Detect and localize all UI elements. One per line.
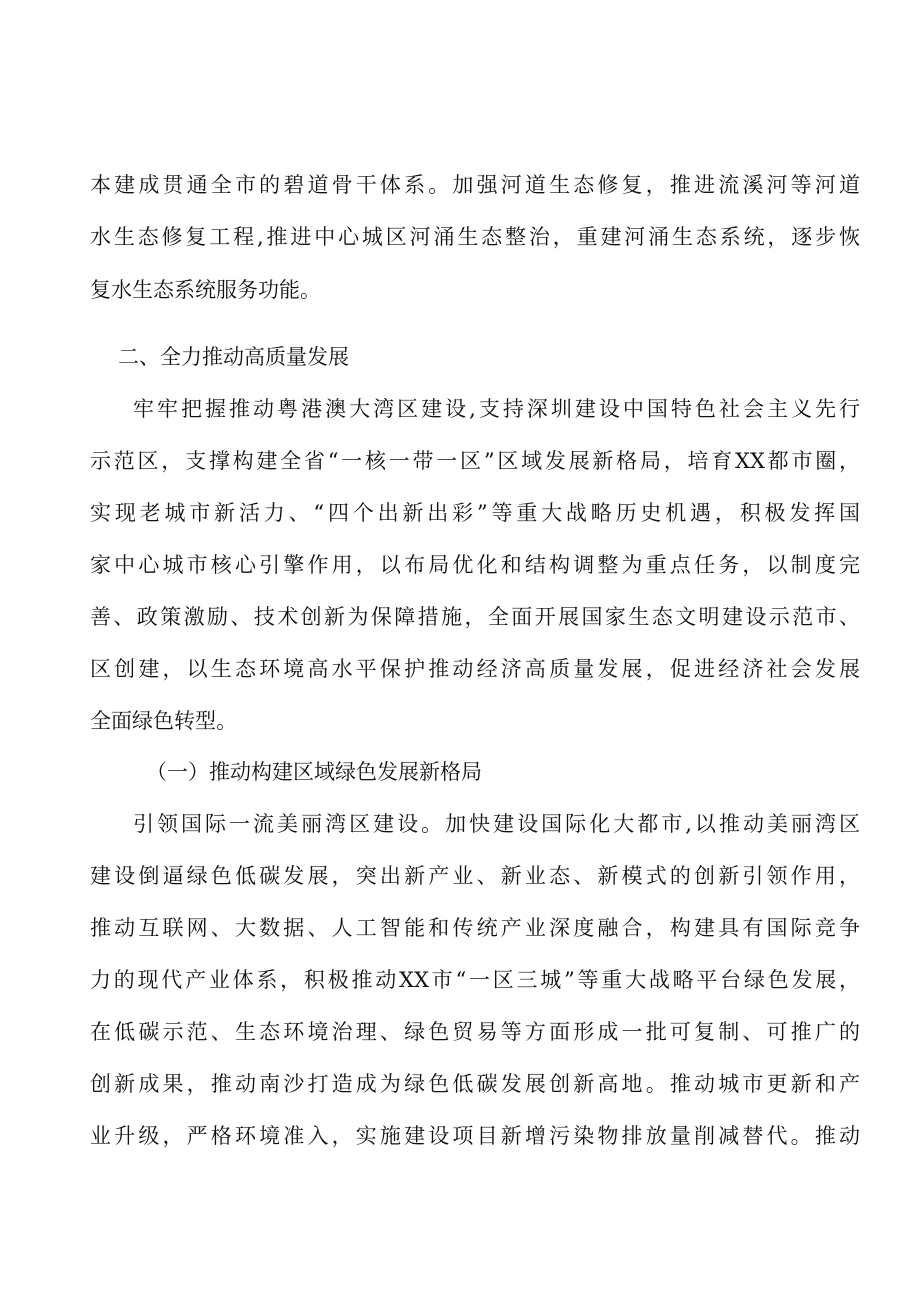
- paragraph-line: 在低碳示范、生态环境治理、绿色贸易等方面形成一批可复制、可推广的: [90, 1020, 860, 1044]
- paragraph-line: 复水生态系统服务功能。: [90, 278, 321, 302]
- paragraph-line: 水生态修复工程,推进中心城区河涌生态整治，重建河涌生态系统，逐步恢: [90, 225, 860, 249]
- paragraph-line: 区创建，以生态环境高水平保护推动经济高质量发展，促进经济社会发展: [90, 657, 860, 681]
- paragraph-line: 善、政策激励、技术创新为保障措施，全面开展国家生态文明建设示范市、: [90, 605, 860, 629]
- paragraph-line: 全面绿色转型。: [90, 709, 237, 733]
- section-heading: 二、全力推动高质量发展: [118, 345, 349, 369]
- paragraph-line: 本建成贯通全市的碧道骨干体系。加强河道生态修复，推进流溪河等河道: [90, 173, 860, 197]
- paragraph-line: 引领国际一流美丽湾区建设。加快建设国际化大都市,以推动美丽湾区: [133, 812, 860, 836]
- subsection-heading: （一）推动构建区域绿色发展新格局: [146, 760, 482, 784]
- paragraph-line: 建设倒逼绿色低碳发展，突出新产业、新业态、新模式的创新引领作用，: [90, 864, 860, 888]
- paragraph-line: 推动互联网、大数据、人工智能和传统产业深度融合，构建具有国际竞争: [90, 916, 860, 940]
- paragraph-line: 力的现代产业体系，积极推动XX市“一区三城”等重大战略平台绿色发展，: [90, 968, 860, 992]
- paragraph-line: 家中心城市核心引擎作用，以布局优化和结构调整为重点任务，以制度完: [90, 553, 860, 577]
- paragraph-line: 实现老城市新活力、“四个出新出彩”等重大战略历史机遇，积极发挥国: [90, 501, 860, 525]
- paragraph-line: 示范区，支撑构建全省“一核一带一区”区域发展新格局，培育XX都市圈，: [90, 449, 860, 473]
- paragraph-line: 牢牢把握推动粤港澳大湾区建设,支持深圳建设中国特色社会主义先行: [133, 397, 860, 421]
- paragraph-line: 创新成果，推动南沙打造成为绿色低碳发展创新高地。推动城市更新和产: [90, 1072, 860, 1096]
- paragraph-line: 业升级，严格环境准入，实施建设项目新增污染物排放量削减替代。推动: [90, 1124, 860, 1148]
